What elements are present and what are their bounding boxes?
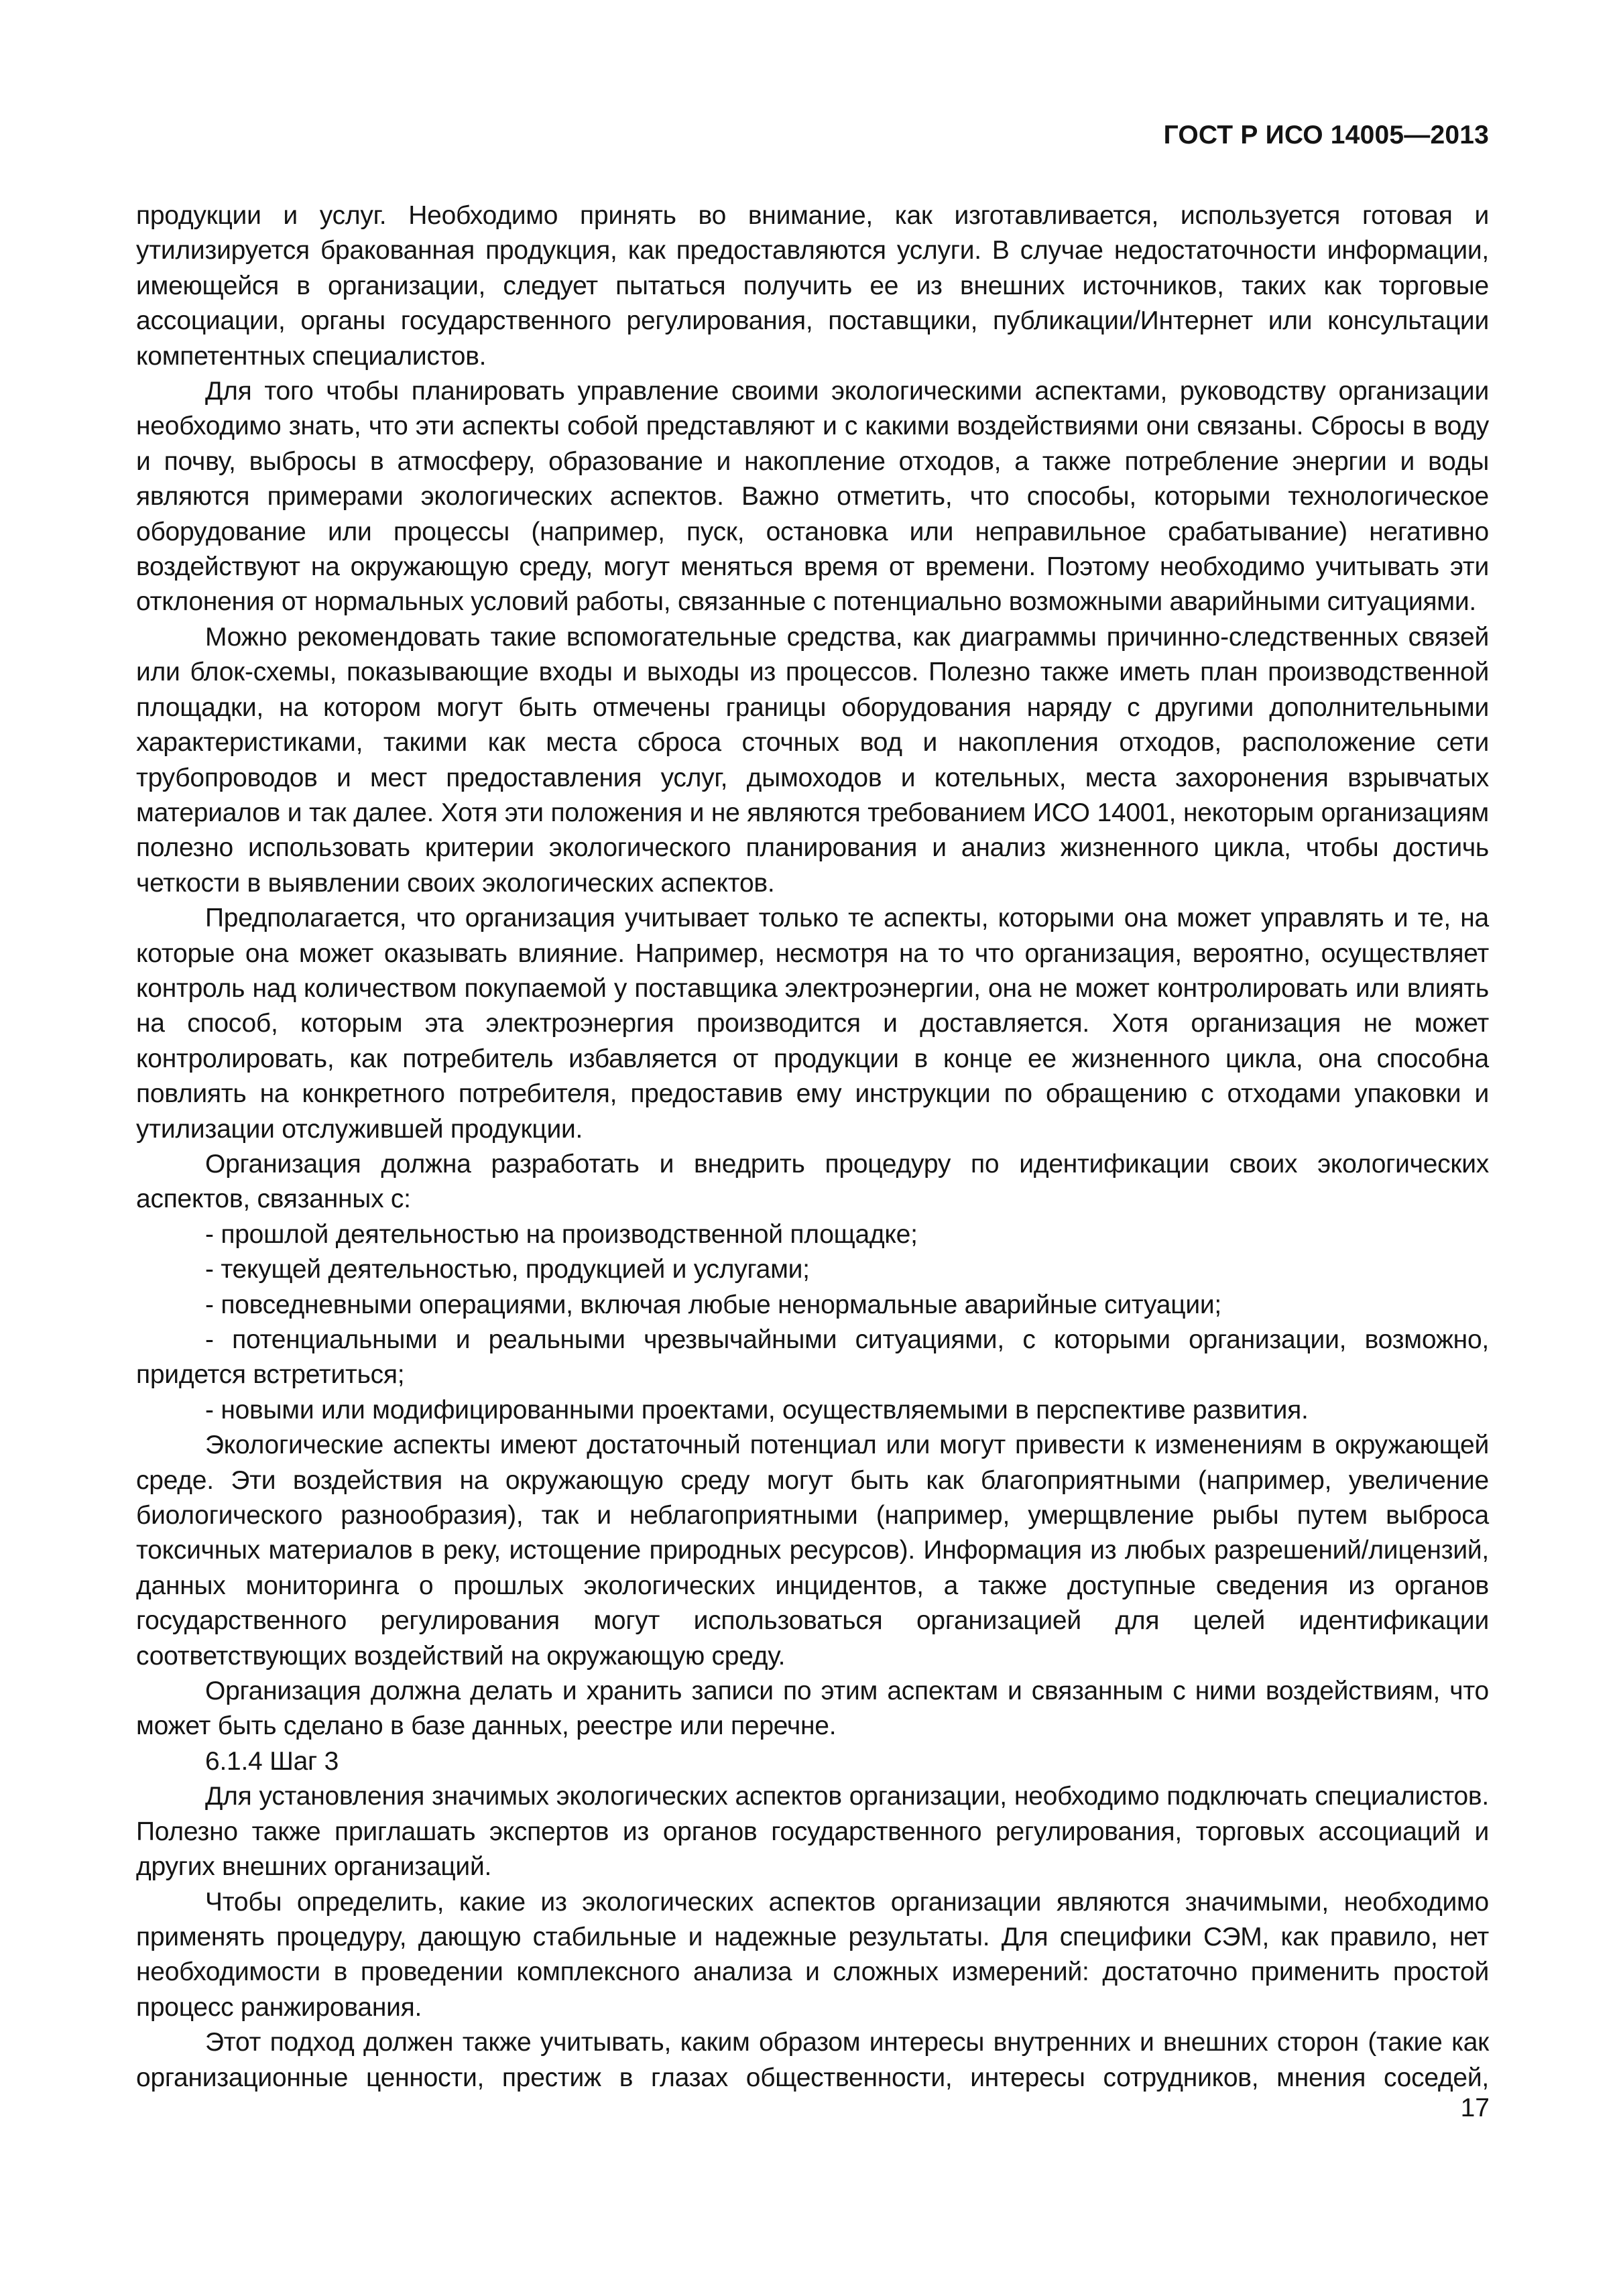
list-item: - прошлой деятельностью на производственной площадке;	[205, 1219, 918, 1249]
list-item: - потенциальными и реальными чрезвычайными ситуациями, с которыми организации, возможно, придется встретиться;	[136, 1325, 1489, 1390]
paragraph: Для установления значимых экологических аспектов организации, необходимо подключать специалистов. Полезно также приглашать экспертов из органов государственного регулирования, торговых ассоциаций и других внешних организаций.	[136, 1782, 1489, 1882]
paragraph: Экологические аспекты имеют достаточный потенциал или могут привести к изменениям в окружающей среде. Эти воздействия на окружающую среду могут быть как благоприятными (например, увеличение биологического разнообразия), так и неблагоприятными (например, умерщвление рыбы путем выброса токсичных материалов в реку, истощение природных ресурсов). Информация из любых разрешений/лицензий, данных мониторинга о прошлых экологических инцидентов, а также доступные сведения из органов государственного регулирования могут использоваться организацией для целей идентификации соответствующих воздействий на окружающую среду.	[136, 1431, 1489, 1671]
paragraph: Предполагается, что организация учитывает только те аспекты, которыми она может управлять и те, на которые она может оказывать влияние. Например, несмотря на то что организация, вероятно, осуществляет контроль над количеством покупаемой у поставщика электроэнергии, она не может контролировать или влиять на способ, которым эта электроэнергия производится и доставляется. Хотя организация не может контролировать, как потребитель избавляется от продукции в конце ее жизненного цикла, она способна повлиять на конкретного потребителя, предоставив ему инструкции по обращению с отходами упаковки и утилизации отслужившей продукции.	[136, 904, 1489, 1144]
paragraph: Организация должна делать и хранить записи по этим аспектам и связанным с ними воздействиям, что может быть сделано в базе данных, реестре или перечне.	[136, 1677, 1489, 1741]
paragraph: Организация должна разработать и внедрить процедуру по идентификации своих экологических аспектов, связанных с:	[136, 1149, 1489, 1214]
section-heading: 6.1.4 Шаг 3	[205, 1746, 339, 1776]
paragraph: Этот подход должен также учитывать, каким образом интересы внутренних и внешних сторон (такие как организационные ценности, престиж в глазах общественности, интересы сотрудников, мнения соседей,	[136, 2028, 1489, 2092]
paragraph: Для того чтобы планировать управление своими экологическими аспектами, руководству организации необходимо знать, что эти аспекты собой представляют и с какими воздействиями они связаны. Сбросы в воду и почву, выбросы в атмосферу, образование и накопление отходов, а также потребление энергии и воды являются примерами экологических аспектов. Важно отметить, что способы, которыми технологическое оборудование или процессы (например, пуск, остановка или неправильное срабатывание) негативно воздействуют на окружающую среду, могут меняться время от времени. Поэтому необходимо учитывать эти отклонения от нормальных условий работы, связанные с потенциально возможными аварийными ситуациями.	[136, 377, 1489, 617]
paragraph: продукции и услуг. Необходимо принять во внимание, как изготавливается, используется готовая и утилизируется бракованная продукция, как предоставляются услуги. В случае недостаточности информации, имеющейся в организации, следует пытаться получить ее из внешних источников, таких как торговые ассоциации, органы государственного регулирования, поставщики, публикации/Интернет или консультации компетентных специалистов.	[136, 201, 1489, 371]
document-header: ГОСТ Р ИСО 14005—2013	[1163, 121, 1489, 149]
list-item: - новыми или модифицированными проектами, осуществляемыми в перспективе развития.	[205, 1395, 1309, 1425]
list-item: - текущей деятельностью, продукцией и услугами;	[205, 1255, 810, 1284]
page-number: 17	[1460, 2094, 1490, 2122]
document-body	[136, 198, 1489, 2096]
paragraph: Можно рекомендовать такие вспомогательные средства, как диаграммы причинно-следственных связей или блок-схемы, показывающие входы и выходы из процессов. Полезно также иметь план производственной площадки, на котором могут быть отмечены границы оборудования наряду с другими дополнительными характеристиками, такими как места сброса сточных вод и накопления отходов, расположение сети трубопроводов и мест предоставления услуг, дымоходов и котельных, места захоронения взрывчатых материалов и так далее. Хотя эти положения и не являются требованием ИСО 14001, некоторым организациям полезно использовать критерии экологического планирования и анализ жизненного цикла, чтобы достичь четкости в выявлении своих экологических аспектов.	[136, 622, 1489, 898]
list-item: - повседневными операциями, включая любые ненормальные аварийные ситуации;	[205, 1290, 1221, 1319]
paragraph: Чтобы определить, какие из экологических аспектов организации являются значимыми, необходимо применять процедуру, дающую стабильные и надежные результаты. Для специфики СЭМ, как правило, нет необходимости в проведении комплексного анализа и сложных измерений: достаточно применить простой процесс ранжирования.	[136, 1887, 1489, 2022]
